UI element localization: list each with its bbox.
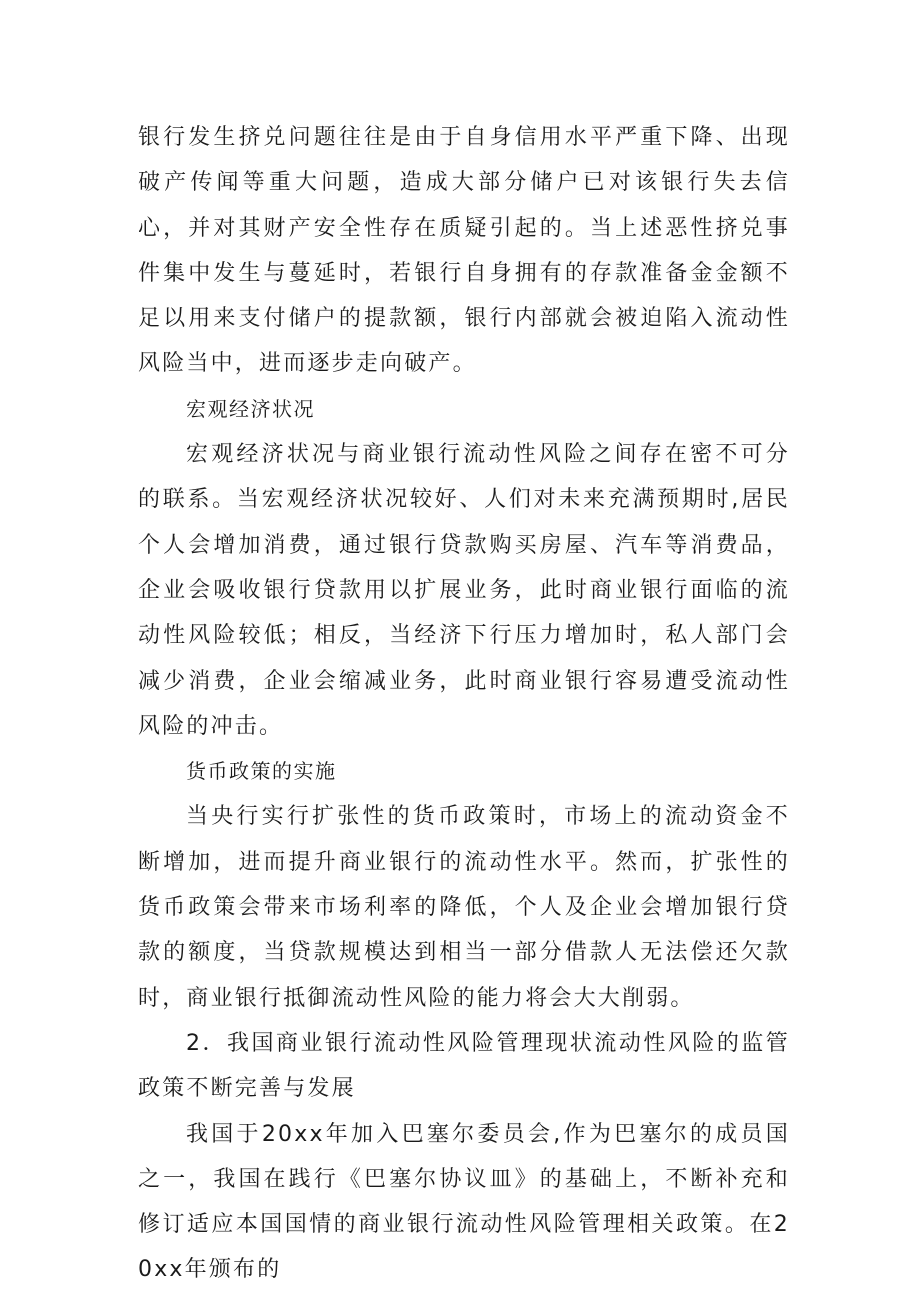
paragraph-monetary-policy: 当央行实行扩张性的货币政策时，市场上的流动资金不断增加，进而提升商业银行的流动性水平。然而，扩张性的货币政策会带来市场利率的降低，个人及企业会增加银行贷款的额度，当贷款规模达到相当一部分借款人无法偿还欠款时，商业银行抵御流动性风险的能力将会大大削弱。: [138, 804, 790, 1011]
paragraph-section-2-title: 2．我国商业银行流动性风险管理现状流动性风险的监管政策不断完善与发展: [138, 1030, 790, 1102]
heading-monetary-policy: 货币政策的实施: [186, 759, 337, 784]
paragraph-macro-economy: 宏观经济状况与商业银行流动性风险之间存在密不可分的联系。当宏观经济状况较好、人们对未来充满预期时,居民个人会增加消费，通过银行贷款购买房屋、汽车等消费品，企业会吸收银行贷款用以扩展业务，此时商业银行面临的流动性风险较低；相反，当经济下行压力增加时，私人部门会减少消费，企业会缩减业务，此时商业银行容易遭受流动性风险的冲击。: [138, 442, 790, 739]
heading-macro-economy: 宏观经济状况: [186, 396, 315, 421]
document-body: [138, 115, 790, 1293]
paragraph-bank-run: 银行发生挤兑问题往往是由于自身信用水平严重下降、出现破产传闻等重大问题，造成大部分储户已对该银行失去信心，并对其财产安全性存在质疑引起的。当上述恶性挤兑事件集中发生与蔓延时，若银行自身拥有的存款准备金金额不足以用来支付储户的提款额，银行内部就会被迫陷入流动性风险当中，进而逐步走向破产。: [138, 125, 790, 377]
paragraph-basel: 我国于20xx年加入巴塞尔委员会,作为巴塞尔的成员国之一，我国在践行《巴塞尔协议皿》的基础上，不断补充和修订适应本国国情的商业银行流动性风险管理相关政策。在20xx年颁布的: [138, 1121, 790, 1283]
